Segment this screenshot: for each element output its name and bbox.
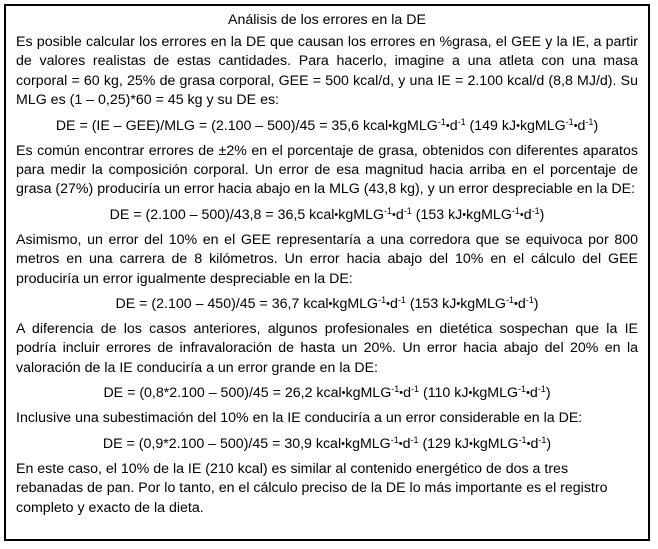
unit-day: d: [403, 385, 411, 402]
unit-exponent: -1: [378, 295, 387, 306]
multiply-dot: •: [398, 437, 403, 450]
unit-exponent: -1: [585, 116, 594, 127]
equation-5: [16, 435, 638, 454]
multiply-dot: •: [526, 437, 531, 450]
box-title: Análisis de los errores en la DE: [228, 12, 426, 28]
unit-exponent: -1: [505, 295, 514, 306]
multiply-dot: •: [392, 208, 396, 221]
multiply-dot: •: [526, 387, 530, 400]
multiply-dot: •: [519, 208, 524, 221]
close-paren: ): [545, 385, 551, 402]
unit-exponent: -1: [565, 116, 574, 127]
equation-3-kj: (153 kJ: [409, 296, 457, 313]
equation-3: [16, 295, 638, 314]
unit-day: d: [523, 206, 532, 223]
unit-day: d: [449, 117, 458, 134]
multiply-dot: •: [334, 208, 339, 221]
unit-kg: kgMLG: [332, 296, 379, 313]
equation-4-kj: (110 kJ: [422, 385, 469, 402]
multiply-dot: •: [445, 119, 450, 132]
multiply-dot: •: [573, 119, 578, 132]
equation-1: [16, 117, 638, 136]
unit-exponent: -1: [538, 434, 547, 445]
unit-exponent: -1: [390, 434, 399, 445]
paragraph-3: Asimismo, un error del 10% en el GEE representaría a una corredora que se equivoca por 800 metros en una carrera de 8 kilómetros. Un error hacia abajo del 10% en el cálculo del GEE produciría un error igualmente despreciable en la DE:: [16, 231, 638, 287]
unit-kg: kgMLG: [472, 435, 519, 452]
unit-exponent: -1: [531, 205, 540, 216]
unit-day: d: [529, 385, 538, 402]
unit-day: d: [389, 296, 398, 313]
unit-exponent: -1: [403, 205, 412, 216]
paragraph-4: A diferencia de los casos anteriores, algunos profesionales en dietética sospechan que la IE podría incluir errores de infravaloración de hasta un 20%. Un error hacia abajo del 20% en la valoración de la IE conduciría a un error grande en la DE:: [16, 321, 638, 376]
unit-exponent: -1: [397, 295, 406, 306]
unit-day: d: [577, 117, 586, 134]
multiply-dot: •: [513, 298, 518, 311]
unit-exponent: -1: [411, 384, 420, 395]
unit-kg: kgMLG: [472, 385, 519, 402]
unit-kg: kgMLG: [345, 385, 392, 402]
multiply-dot: •: [386, 298, 390, 311]
multiply-dot: •: [456, 298, 461, 311]
paragraph-6: En este caso, el 10% de la IE (210 kcal) es similar al contenido energético de dos a tres rebanadas de pan. Por lo tanto, en el cálculo preciso de la DE lo más importante es el registro completo y exacto de la dieta.: [16, 460, 608, 516]
equation-5-kj: (129 kJ: [422, 435, 469, 452]
unit-day: d: [530, 435, 539, 452]
multiply-dot: •: [399, 387, 404, 400]
paragraph-1: Es posible calcular los errores en la DE que causan los errores en %grasa, el GEE y la IE, a partir de valores realistas de estas cantidades. Para hacerlo, imagine a una atleta con una masa corporal = 60 kg, 25% de grasa corporal, GEE = 500 kcal/d, y una IE = 2.100 kcal/d (8,8 MJ/d). Su MLG es (1 – 0,25)*60 = 45 kg y su DE es:: [16, 34, 638, 109]
multiply-dot: •: [341, 437, 345, 450]
equation-4-expression: DE = (0,8*2.100 – 500)/45 = 26,2 kcal: [103, 385, 342, 402]
multiply-dot: •: [328, 298, 333, 311]
close-paren: ): [539, 206, 545, 223]
equation-2-expression: DE = (2.100 – 500)/43,8 = 36,5 kcal: [109, 206, 335, 223]
unit-exponent: -1: [437, 116, 446, 127]
close-paren: ): [533, 296, 539, 313]
unit-kg: kgMLG: [344, 435, 391, 452]
equation-3-expression: DE = (2.100 – 450)/45 = 36,7 kcal: [115, 296, 329, 313]
multiply-dot: •: [516, 119, 520, 132]
unit-exponent: -1: [457, 116, 466, 127]
paragraph-5: Inclusive una subestimación del 10% en la IE conduciría a un error considerable en la DE:: [16, 410, 583, 427]
unit-exponent: -1: [391, 384, 400, 395]
unit-exponent: -1: [537, 384, 546, 395]
unit-kg: kgMLG: [460, 296, 506, 313]
unit-exponent: -1: [518, 384, 527, 395]
equation-2-kj: (153 kJ: [415, 206, 463, 223]
unit-exponent: -1: [410, 434, 419, 445]
multiply-dot: •: [468, 387, 473, 400]
unit-exponent: -1: [518, 434, 527, 445]
unit-exponent: -1: [384, 205, 393, 216]
multiply-dot: •: [468, 437, 473, 450]
multiply-dot: •: [341, 387, 346, 400]
analysis-box: [4, 4, 650, 541]
unit-day: d: [402, 435, 411, 452]
unit-kg: kgMLG: [392, 117, 438, 134]
equation-4: [16, 384, 638, 403]
multiply-dot: •: [462, 208, 467, 221]
unit-kg: kgMLG: [466, 206, 512, 223]
unit-kg: kgMLG: [519, 117, 566, 134]
unit-exponent: -1: [511, 205, 520, 216]
multiply-dot: •: [388, 119, 393, 132]
close-paren: ): [593, 117, 599, 134]
unit-exponent: -1: [525, 295, 534, 306]
unit-day: d: [517, 296, 526, 313]
close-paren: ): [546, 435, 552, 452]
unit-kg: kgMLG: [338, 206, 384, 223]
equation-1-expression: DE = (IE – GEE)/MLG = (2.100 – 500)/45 = 35,6 kcal: [55, 117, 389, 134]
equation-5-expression: DE = (0,9*2.100 – 500)/45 = 30,9 kcal: [102, 435, 342, 452]
unit-day: d: [395, 206, 404, 223]
equation-1-kj: (149 kJ: [469, 117, 517, 134]
paragraph-2: Es común encontrar errores de ±2% en el porcentaje de grasa, obtenidos con diferentes aparatos para medir la composición corporal. Un error de esa magnitud hacia arriba en el porcentaje de grasa (27%) produciría un error hacia abajo en la MLG (43,8 kg), y un error despreciable en la DE:: [16, 142, 638, 198]
equation-2: [16, 206, 638, 225]
